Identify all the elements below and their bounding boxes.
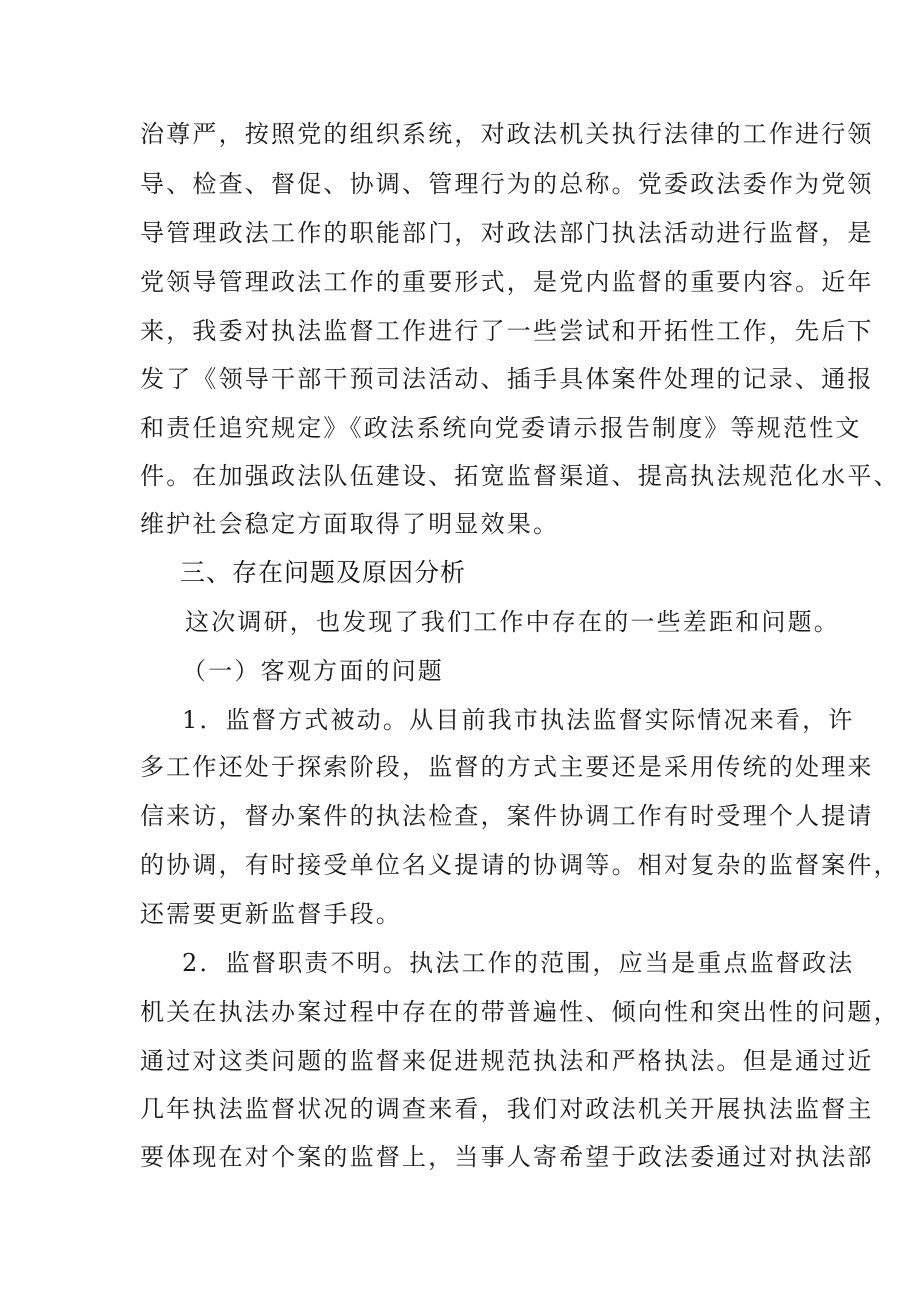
paragraph-line: 维护社会稳定方面取得了明显效果。 <box>140 510 560 538</box>
paragraph-line: 发了《领导干部干预司法活动、插手具体案件处理的记录、通报 <box>140 365 874 393</box>
paragraph-line: 的协调，有时接受单位名义提请的协调等。相对复杂的监督案件， <box>140 851 900 879</box>
paragraph-line: 要体现在对个案的监督上，当事人寄希望于政法委通过对执法部 <box>140 1143 874 1171</box>
paragraph-line: 信来访，督办案件的执法检查，案件协调工作有时受理个人提请 <box>140 802 874 830</box>
paragraph-line: 通过对这类问题的监督来促进规范执法和严格执法。但是通过近 <box>140 1047 874 1075</box>
paragraph-line: 导管理政法工作的职能部门，对政法部门执法活动进行监督，是 <box>140 219 874 247</box>
paragraph-line: 几年执法监督状况的调查来看，我们对政法机关开展执法监督主 <box>140 1095 874 1123</box>
paragraph-line: 多工作还处于探索阶段，监督的方式主要还是采用传统的处理来 <box>140 753 874 781</box>
paragraph-line: 1．监督方式被动。从目前我市执法监督实际情况来看，许 <box>182 706 855 734</box>
paragraph-line: 治尊严，按照党的组织系统，对政法机关执行法律的工作进行领 <box>140 120 874 148</box>
paragraph-line: 这次调研，也发现了我们工作中存在的一些差距和问题。 <box>185 608 840 636</box>
paragraph-line: 导、检查、督促、协调、管理行为的总称。党委政法委作为党领 <box>140 170 874 198</box>
paragraph-line: 机关在执法办案过程中存在的带普遍性、倾向性和突出性的问题， <box>140 998 900 1026</box>
paragraph-line: 来，我委对执法监督工作进行了一些尝试和开拓性工作，先后下 <box>140 317 874 345</box>
paragraph-line: 党领导管理政法工作的重要形式，是党内监督的重要内容。近年 <box>140 268 874 296</box>
section-heading: 三、存在问题及原因分析 <box>180 558 467 587</box>
paragraph-line: 2．监督职责不明。执法工作的范围，应当是重点监督政法 <box>182 949 855 977</box>
paragraph-line: 件。在加强政法队伍建设、拓宽监督渠道、提高执法规范化水平、 <box>140 462 900 490</box>
subsection-heading: （一）客观方面的问题 <box>182 657 444 685</box>
paragraph-line: 和责任追究规定》《政法系统向党委请示报告制度》等规范性文 <box>140 414 862 442</box>
paragraph-line: 还需要更新监督手段。 <box>140 900 402 928</box>
